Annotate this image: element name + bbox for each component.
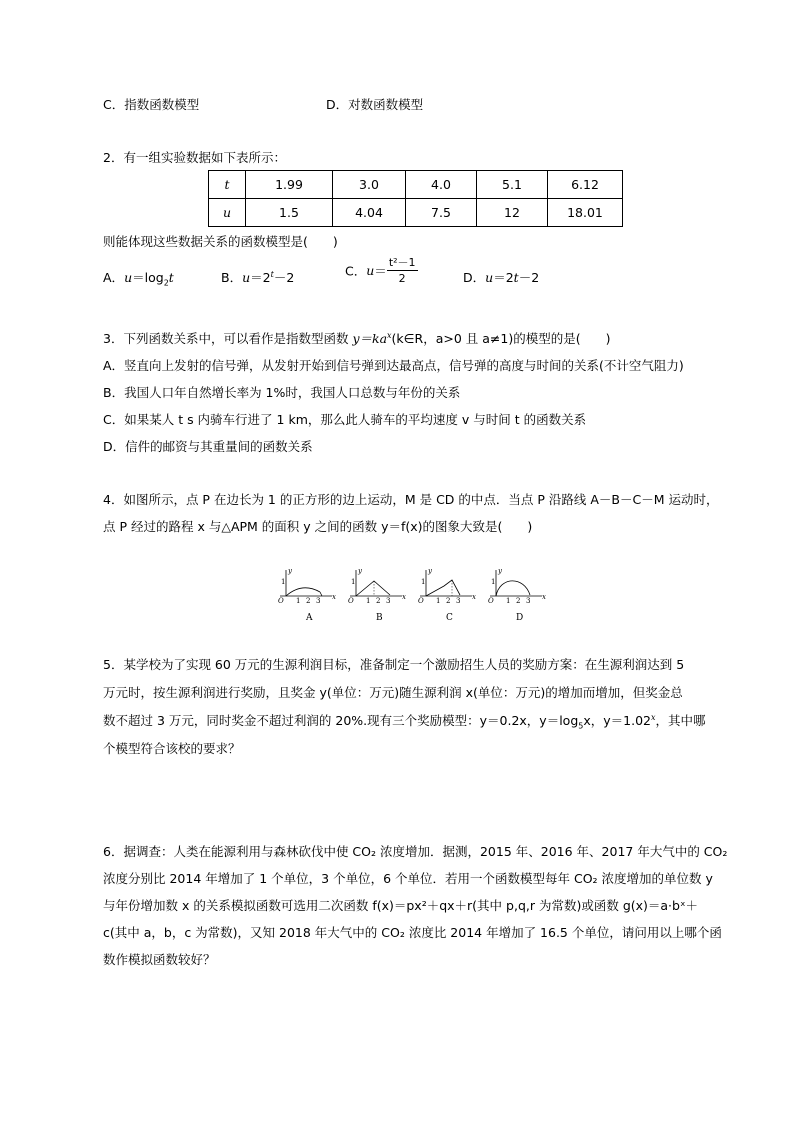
q2-option-c: C．u＝ $\frac{\text{t²－1}}{2}$ xyxy=(345,256,416,285)
axis-x-label: x xyxy=(542,593,546,601)
graph-label: C xyxy=(446,613,453,623)
svg-text:2: 2 xyxy=(516,597,521,605)
svg-text:3: 3 xyxy=(526,597,531,605)
svg-text:1: 1 xyxy=(296,597,301,605)
graph-d xyxy=(488,567,546,623)
origin-label: O xyxy=(348,597,354,605)
tick-y-label: 1 xyxy=(351,578,356,586)
svg-text:1: 1 xyxy=(366,597,371,605)
table-cell: 7.5 xyxy=(406,199,477,227)
q2-option-b: B．$u=2^t-2$ xyxy=(221,269,295,285)
q4-line-1: 4．如图所示，点 P 在边长为 1 的正方形的边上运动，M 是 CD 的中点．当点 P 沿路线 A－B－C－M 运动时， xyxy=(103,492,719,507)
table-row-u xyxy=(209,199,623,227)
q3-option-d: D．信件的邮资与其重量间的函数关系 xyxy=(103,439,313,454)
tick-y-label: 1 xyxy=(281,578,286,586)
table-cell: 4.04 xyxy=(333,199,406,227)
axis-y-label: y xyxy=(498,567,502,575)
svg-text:3: 3 xyxy=(386,597,391,605)
svg-text:3: 3 xyxy=(316,597,321,605)
q5-line-1: 5．某学校为了实现 60 万元的生源利润目标，准备制定一个激励招生人员的奖励方案：在生源利润达到 5 xyxy=(103,657,685,672)
q5-line-3: 数不超过 3 万元，同时奖金不超过利润的 20%.现有三个奖励模型：y＝0.2x，$y=\log_5x$，$y=1.02^x$，其中哪 xyxy=(103,712,706,731)
q2-question: 则能体现这些数据关系的函数模型是( ) xyxy=(103,234,338,249)
q2-stem: 2．有一组实验数据如下表所示： xyxy=(103,150,286,165)
q1-option-c: C．指数函数模型 xyxy=(103,97,200,112)
svg-text:3: 3 xyxy=(456,597,461,605)
origin-label: O xyxy=(418,597,424,605)
q5-line-4: 个模型符合该校的要求？ xyxy=(103,741,241,756)
axis-y-label: y xyxy=(288,567,292,575)
graph-c xyxy=(418,567,476,623)
table-cell: 12 xyxy=(477,199,548,227)
table-row-t xyxy=(209,171,623,199)
graph-label: B xyxy=(376,613,383,623)
q6-line-3: 与年份增加数 x 的关系模拟函数可选用二次函数 f(x)＝px²＋qx＋r(其中 p,q,r 为常数)或函数 g(x)＝a·bˣ＋ xyxy=(103,898,699,913)
q6-line-2: 浓度分别比 2014 年增加了 1 个单位，3 个单位，6 个单位．若用一个函数模型每年 CO₂ 浓度增加的单位数 y xyxy=(103,871,713,886)
q2-data-table xyxy=(208,170,623,227)
row-label-u: u xyxy=(222,205,232,220)
q4-answer-graphs xyxy=(268,564,558,624)
svg-text:2: 2 xyxy=(376,597,381,605)
svg-text:1: 1 xyxy=(436,597,441,605)
tick-y-label: 1 xyxy=(421,578,426,586)
q3-option-c: C．如果某人 t s 内骑车行进了 1 km，那么此人骑车的平均速度 v 与时间 t 的函数关系 xyxy=(103,412,587,427)
axis-y-label: y xyxy=(428,567,432,575)
q6-line-1: 6．据调查：人类在能源利用与森林砍伐中使 CO₂ 浓度增加．据测，2015 年、2016 年、2017 年大气中的 CO₂ xyxy=(103,844,728,859)
row-label-t: t xyxy=(224,177,230,192)
fraction: $\frac{\text{t²－1}}{2}$ xyxy=(388,256,416,285)
table-cell: 6.12 xyxy=(548,171,623,199)
axis-y-label: y xyxy=(358,567,362,575)
q6-line-4: c(其中 a，b，c 为常数)，又知 2018 年大气中的 CO₂ 浓度比 2014 年增加了 16.5 个单位，请问用以上哪个函 xyxy=(103,925,722,940)
q2-option-a: A．$u=\log_2t$ xyxy=(103,270,174,288)
table-cell: 4.0 xyxy=(406,171,477,199)
q3-option-b: B．我国人口年自然增长率为 1%时，我国人口总数与年份的关系 xyxy=(103,385,461,400)
table-cell: 5.1 xyxy=(477,171,548,199)
svg-text:2: 2 xyxy=(306,597,311,605)
origin-label: O xyxy=(488,597,494,605)
axis-x-label: x xyxy=(472,593,476,601)
graph-b xyxy=(348,567,406,623)
tick-y-label: 1 xyxy=(491,578,496,586)
origin-label: O xyxy=(278,597,284,605)
graph-label: A xyxy=(306,613,313,623)
axis-x-label: x xyxy=(332,593,336,601)
svg-text:1: 1 xyxy=(506,597,511,605)
table-cell: 18.01 xyxy=(548,199,623,227)
q3-stem: 3．下列函数关系中，可以看作是指数型函数 $y=ka^x(k\in R$，a>0 且 a≠1)的模型的是( ) xyxy=(103,330,611,346)
q1-option-d: D．对数函数模型 xyxy=(326,97,424,112)
table-cell: 3.0 xyxy=(333,171,406,199)
axis-x-label: x xyxy=(402,593,406,601)
table-cell: 1.99 xyxy=(246,171,333,199)
graph-label: D xyxy=(516,613,524,623)
table-cell: 1.5 xyxy=(246,199,333,227)
svg-text:2: 2 xyxy=(446,597,451,605)
q3-option-a: A．竖直向上发射的信号弹，从发射开始到信号弹到达最高点，信号弹的高度与时间的关系(不计空气阻力) xyxy=(103,358,684,373)
q5-line-2: 万元时，按生源利润进行奖励，且奖金 y(单位：万元)随生源利润 x(单位：万元)的增加而增加，但奖金总 xyxy=(103,685,683,700)
q6-line-5: 数作模拟函数较好？ xyxy=(103,952,216,967)
q4-line-2: 点 P 经过的路程 x 与△APM 的面积 y 之间的函数 y＝f(x)的图象大致是( ) xyxy=(103,519,533,534)
q2-option-d: D．u＝2t－2 xyxy=(463,270,540,285)
graph-a xyxy=(278,567,336,623)
